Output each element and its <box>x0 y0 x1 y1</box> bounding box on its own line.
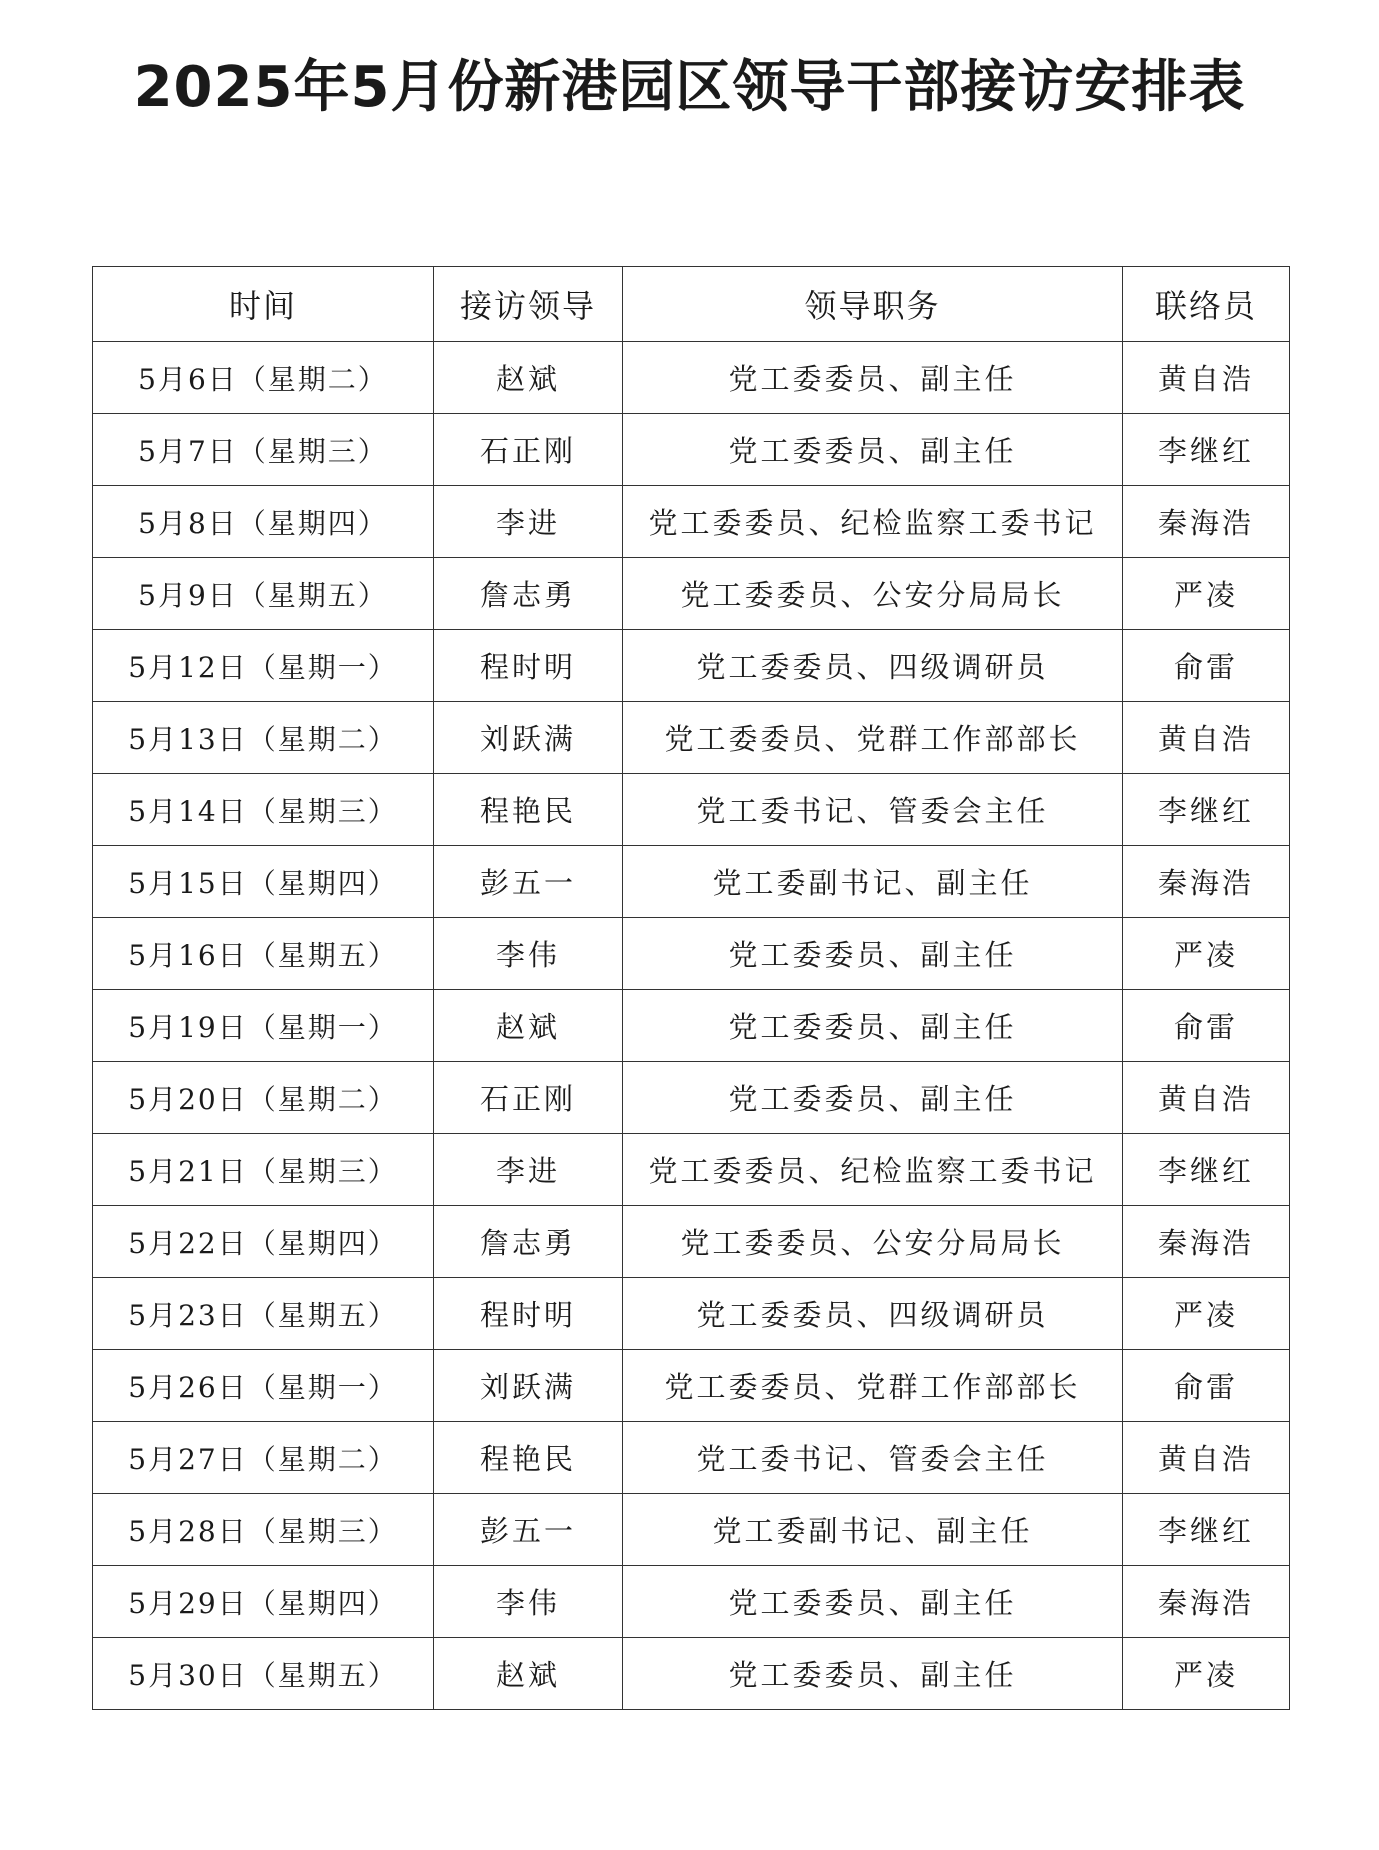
cell-liaison: 李继红 <box>1123 414 1290 486</box>
reception-schedule-table <box>92 266 1290 1710</box>
cell-position: 党工委委员、副主任 <box>623 342 1123 414</box>
cell-position: 党工委委员、公安分局局长 <box>623 1206 1123 1278</box>
cell-liaison: 秦海浩 <box>1123 846 1290 918</box>
cell-leader: 赵斌 <box>434 1638 623 1710</box>
column-header-time: 时间 <box>93 267 434 342</box>
cell-time: 5月20日（星期二） <box>93 1062 434 1134</box>
cell-leader: 詹志勇 <box>434 558 623 630</box>
cell-time: 5月26日（星期一） <box>93 1350 434 1422</box>
table-row <box>93 1422 1290 1494</box>
cell-liaison: 李继红 <box>1123 1134 1290 1206</box>
cell-position: 党工委委员、四级调研员 <box>623 630 1123 702</box>
cell-position: 党工委委员、四级调研员 <box>623 1278 1123 1350</box>
cell-liaison: 秦海浩 <box>1123 486 1290 558</box>
cell-time: 5月7日（星期三） <box>93 414 434 486</box>
cell-time: 5月28日（星期三） <box>93 1494 434 1566</box>
cell-position: 党工委委员、公安分局局长 <box>623 558 1123 630</box>
cell-position: 党工委委员、副主任 <box>623 1566 1123 1638</box>
cell-position: 党工委委员、纪检监察工委书记 <box>623 486 1123 558</box>
cell-leader: 李伟 <box>434 918 623 990</box>
cell-time: 5月19日（星期一） <box>93 990 434 1062</box>
cell-position: 党工委委员、副主任 <box>623 414 1123 486</box>
column-header-liaison: 联络员 <box>1123 267 1290 342</box>
table-row <box>93 774 1290 846</box>
cell-time: 5月9日（星期五） <box>93 558 434 630</box>
cell-liaison: 严凌 <box>1123 558 1290 630</box>
cell-time: 5月27日（星期二） <box>93 1422 434 1494</box>
cell-position: 党工委副书记、副主任 <box>623 846 1123 918</box>
cell-liaison: 秦海浩 <box>1123 1566 1290 1638</box>
cell-leader: 赵斌 <box>434 990 623 1062</box>
cell-liaison: 黄自浩 <box>1123 1422 1290 1494</box>
cell-leader: 石正刚 <box>434 1062 623 1134</box>
cell-position: 党工委委员、纪检监察工委书记 <box>623 1134 1123 1206</box>
cell-time: 5月23日（星期五） <box>93 1278 434 1350</box>
cell-leader: 程艳民 <box>434 1422 623 1494</box>
column-header-leader: 接访领导 <box>434 267 623 342</box>
cell-liaison: 黄自浩 <box>1123 1062 1290 1134</box>
table-row <box>93 990 1290 1062</box>
table-row <box>93 1206 1290 1278</box>
table-row <box>93 1494 1290 1566</box>
cell-leader: 程时明 <box>434 630 623 702</box>
cell-time: 5月14日（星期三） <box>93 774 434 846</box>
cell-time: 5月21日（星期三） <box>93 1134 434 1206</box>
cell-position: 党工委书记、管委会主任 <box>623 1422 1123 1494</box>
cell-liaison: 黄自浩 <box>1123 342 1290 414</box>
cell-liaison: 严凌 <box>1123 1638 1290 1710</box>
table-row <box>93 1350 1290 1422</box>
cell-leader: 李进 <box>434 1134 623 1206</box>
table-row <box>93 342 1290 414</box>
cell-position: 党工委委员、党群工作部部长 <box>623 702 1123 774</box>
cell-leader: 詹志勇 <box>434 1206 623 1278</box>
cell-position: 党工委委员、副主任 <box>623 918 1123 990</box>
table-row <box>93 630 1290 702</box>
cell-liaison: 俞雷 <box>1123 990 1290 1062</box>
cell-liaison: 严凌 <box>1123 918 1290 990</box>
cell-position: 党工委委员、副主任 <box>623 1638 1123 1710</box>
cell-time: 5月16日（星期五） <box>93 918 434 990</box>
table-row <box>93 1566 1290 1638</box>
cell-position: 党工委副书记、副主任 <box>623 1494 1123 1566</box>
table-body <box>93 342 1290 1710</box>
header-row <box>93 267 1290 342</box>
cell-leader: 程艳民 <box>434 774 623 846</box>
cell-time: 5月13日（星期二） <box>93 702 434 774</box>
cell-leader: 程时明 <box>434 1278 623 1350</box>
cell-liaison: 李继红 <box>1123 774 1290 846</box>
cell-liaison: 严凌 <box>1123 1278 1290 1350</box>
table-row <box>93 846 1290 918</box>
page-title: 2025年5月份新港园区领导干部接访安排表 <box>133 55 1246 120</box>
cell-liaison: 李继红 <box>1123 1494 1290 1566</box>
cell-leader: 李进 <box>434 486 623 558</box>
cell-liaison: 黄自浩 <box>1123 702 1290 774</box>
table-row <box>93 414 1290 486</box>
cell-time: 5月30日（星期五） <box>93 1638 434 1710</box>
cell-position: 党工委委员、党群工作部部长 <box>623 1350 1123 1422</box>
table-row <box>93 486 1290 558</box>
cell-leader: 赵斌 <box>434 342 623 414</box>
table-row <box>93 1638 1290 1710</box>
cell-position: 党工委书记、管委会主任 <box>623 774 1123 846</box>
table-row <box>93 702 1290 774</box>
table-row <box>93 558 1290 630</box>
cell-leader: 李伟 <box>434 1566 623 1638</box>
cell-leader: 石正刚 <box>434 414 623 486</box>
cell-liaison: 秦海浩 <box>1123 1206 1290 1278</box>
table-header <box>93 267 1290 342</box>
table-row <box>93 918 1290 990</box>
cell-time: 5月12日（星期一） <box>93 630 434 702</box>
cell-time: 5月29日（星期四） <box>93 1566 434 1638</box>
table-row <box>93 1134 1290 1206</box>
cell-leader: 刘跃满 <box>434 1350 623 1422</box>
cell-position: 党工委委员、副主任 <box>623 1062 1123 1134</box>
cell-liaison: 俞雷 <box>1123 1350 1290 1422</box>
table-row <box>93 1062 1290 1134</box>
cell-time: 5月6日（星期二） <box>93 342 434 414</box>
column-header-position: 领导职务 <box>623 267 1123 342</box>
cell-leader: 刘跃满 <box>434 702 623 774</box>
cell-liaison: 俞雷 <box>1123 630 1290 702</box>
cell-time: 5月15日（星期四） <box>93 846 434 918</box>
table-row <box>93 1278 1290 1350</box>
cell-time: 5月22日（星期四） <box>93 1206 434 1278</box>
cell-leader: 彭五一 <box>434 846 623 918</box>
cell-position: 党工委委员、副主任 <box>623 990 1123 1062</box>
cell-leader: 彭五一 <box>434 1494 623 1566</box>
cell-time: 5月8日（星期四） <box>93 486 434 558</box>
